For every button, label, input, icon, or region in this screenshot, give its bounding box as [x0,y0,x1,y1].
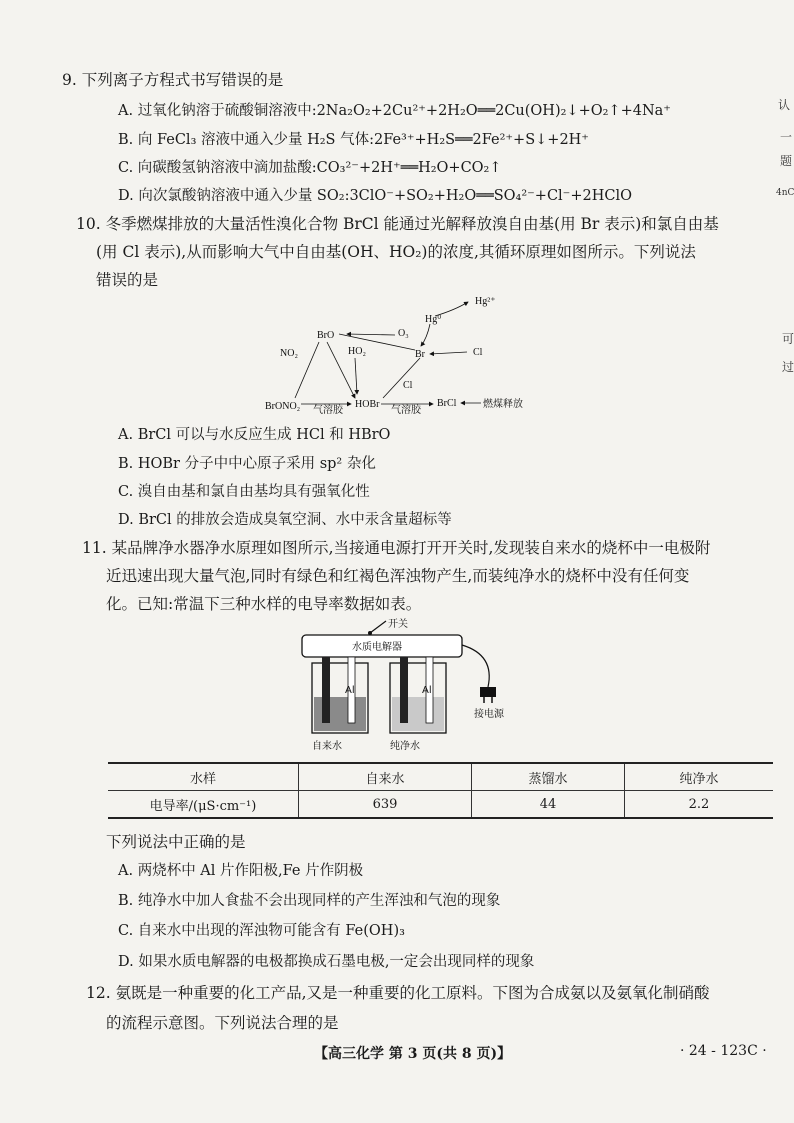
q11-option-b: B. 纯净水中加人食盐不会出现同样的产生浑浊和气泡的现象 [118,893,501,909]
table-row [108,791,773,819]
label-al-2: Al [422,685,432,696]
q11-prompt: 下列说法中正确的是 [106,833,246,851]
q9-option-b: B. 向 FeCl₃ 溶液中通入少量 H₂S 气体:2Fe³⁺+H₂S══2Fe²⁺+S↓+2H⁺ [118,132,589,148]
conductivity-table [108,762,773,819]
label-br: Br [415,349,425,360]
q9-option-d: D. 向次氯酸钠溶液中通入少量 SO₂:3ClO⁻+SO₂+H₂O══SO₄²⁻+Cl⁻+2HClO [118,188,632,204]
label-power: 接电源 [474,709,504,720]
label-pure-water: 纯净水 [390,741,420,752]
q10-option-a: A. BrCl 可以与水反应生成 HCl 和 HBrO [118,427,391,443]
q10-stem-line3: 错误的是 [96,271,159,289]
q12-stem-line2: 的流程示意图。下列说法合理的是 [106,1014,339,1032]
q9-option-c: C. 向碳酸氢钠溶液中滴加盐酸:CO₃²⁻+2H⁺══H₂O+CO₂↑ [118,160,502,176]
q11-stem-line2: 近迅速出现大量气泡,同时有绿色和红褐色浑浊物产生,而装纯净水的烧杯中没有任何变 [106,567,690,585]
label-cl: Cl [473,347,483,358]
label-o3: O₃ [398,328,409,339]
label-hg2: Hg²⁺ [475,296,496,307]
label-tap-water: 自来水 [312,741,342,752]
q10-option-c: C. 溴自由基和氯自由基均具有强氧化性 [118,484,370,500]
q12-stem-line1: 12. 氨既是一种重要的化工产品,又是一种重要的化工原料。下图为合成氨以及氨氧化制硝酸 [86,984,710,1002]
bromine-cycle-diagram [255,290,555,415]
q10-option-b: B. HOBr 分子中中心原子采用 sp² 杂化 [118,456,376,472]
label-coal-release: 燃煤释放 [483,399,523,410]
q11-stem-line3: 化。已知:常温下三种水样的电导率数据如表。 [106,595,422,613]
label-switch: 开关 [388,619,408,630]
label-cl-2: Cl [403,380,413,391]
label-hg0: Hg⁰ [425,314,442,325]
q10-stem-line1: 10. 冬季燃煤排放的大量活性溴化合物 BrCl 能通过光解释放溴自由基(用 Br 表示)和氯自由基 [76,215,719,233]
label-aerosol-1: 气溶胶 [313,405,343,415]
label-device: 水质电解器 [352,642,402,653]
q10-option-d: D. BrCl 的排放会造成臭氧空洞、水中汞含量超标等 [118,512,452,528]
page-footer: 【高三化学 第 3 页(共 8 页)】 [314,1046,512,1062]
table-row-label: 电导率/(μS·cm⁻¹) [108,791,299,819]
edge-fragment: 过 [782,360,794,374]
exam-code: · 24 - 123C · [680,1043,767,1059]
table-cell: 639 [299,791,472,819]
water-electrolyzer-diagram [290,615,510,755]
table-header: 纯净水 [625,763,774,791]
q10-stem-line2: (用 Cl 表示),从而影响大气中自由基(OH、HO₂)的浓度,其循环原理如图所示。下列说法 [96,243,696,261]
edge-fragment: 一 [780,130,793,144]
edge-fragment: 4nC [776,188,794,198]
table-header-row [108,763,773,791]
q11-option-c: C. 自来水中出现的浑浊物可能含有 Fe(OH)₃ [118,923,405,939]
label-hobr: HOBr [355,399,380,410]
label-ho2: HO₂ [348,346,366,357]
edge-fragment: 题 [780,154,793,168]
q9-option-a: A. 过氧化钠溶于硫酸铜溶液中:2Na₂O₂+2Cu²⁺+2H₂O══2Cu(OH)₂↓+O₂↑+4Na⁺ [118,103,671,119]
label-brcl: BrCl [437,398,457,409]
table-header: 蒸馏水 [472,763,625,791]
table-header: 水样 [108,763,299,791]
label-al-1: Al [345,685,355,696]
label-no2: NO₂ [280,348,298,359]
table-header: 自来水 [299,763,472,791]
q11-option-a: A. 两烧杯中 Al 片作阳极,Fe 片作阴极 [118,863,364,879]
edge-fragment: 可 [782,332,794,346]
q9-stem: 9. 下列离子方程式书写错误的是 [62,71,284,89]
q11-stem-line1: 11. 某品牌净水器净水原理如图所示,当接通电源打开开关时,发现装自来水的烧杯中一电极附 [82,539,711,557]
label-brono2: BrONO₂ [265,401,301,412]
table-cell: 44 [472,791,625,819]
label-aerosol-2: 气溶胶 [391,405,421,415]
label-bro: BrO [317,330,335,341]
edge-fragment: 认 [778,98,791,112]
table-cell: 2.2 [625,791,774,819]
q11-option-d: D. 如果水质电解器的电极都换成石墨电极,一定会出现同样的现象 [118,954,535,970]
